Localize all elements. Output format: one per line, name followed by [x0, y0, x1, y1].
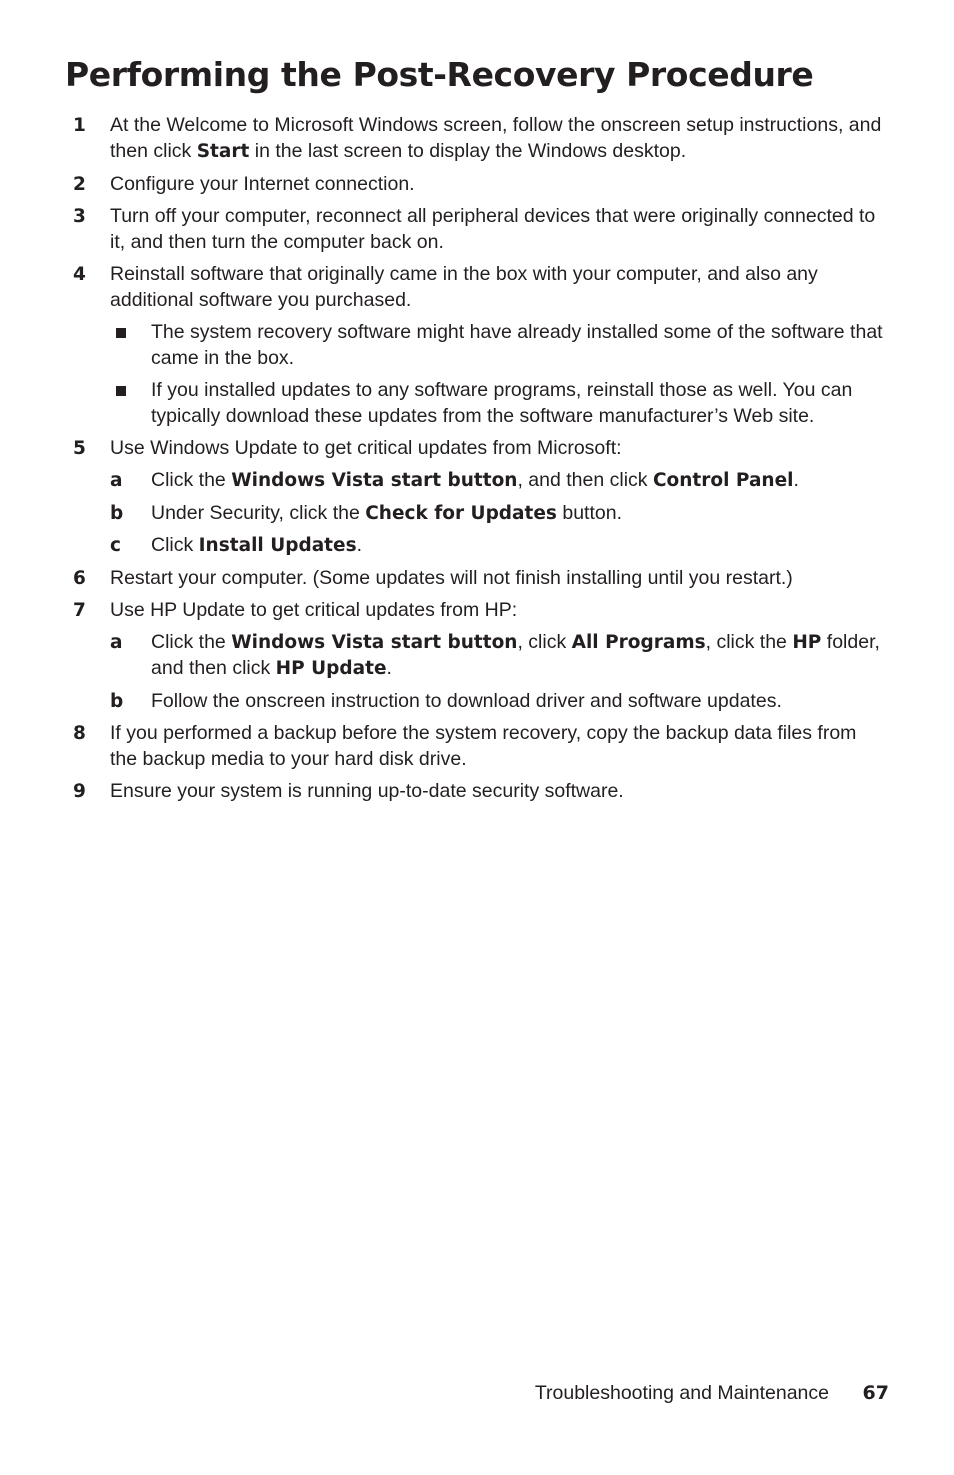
substep-text: Click Install Updates. — [151, 534, 363, 556]
page-number: 67 — [862, 1382, 889, 1404]
substep-text: Under Security, click the Check for Updates button. — [151, 502, 623, 524]
bullet-text: If you installed updates to any software programs, reinstall those as well. You can typically download these updates from the software manufacturer’s Web site. — [151, 379, 853, 427]
step-number: 2 — [73, 174, 86, 195]
substep-text: Click the Windows Vista start button, click All Programs, click the HP folder, and then click HP Update. — [151, 631, 880, 679]
ui-term: Windows Vista start button — [231, 632, 518, 653]
substep-letter: c — [110, 535, 121, 556]
step-number: 9 — [73, 781, 86, 802]
page-footer — [520, 1380, 889, 1408]
step-number: 7 — [73, 600, 86, 621]
step-text: Restart your computer. (Some updates will not finish installing until you restart.) — [110, 567, 793, 589]
ui-term: HP Update — [275, 657, 387, 679]
step-text: Turn off your computer, reconnect all peripheral devices that were originally connected to it, and then turn the computer back on. — [110, 205, 876, 253]
ui-term: Start — [196, 140, 250, 162]
step-text: If you performed a backup before the system recovery, copy the backup data files from the backup media to your hard disk drive. — [110, 722, 857, 770]
ui-term: All Programs — [571, 632, 706, 653]
substep-text: Click the Windows Vista start button, and then click Control Panel. — [151, 469, 799, 491]
step-number: 5 — [73, 438, 86, 459]
substep-letter: a — [110, 632, 123, 653]
step-text: Use Windows Update to get critical updates from Microsoft: — [110, 437, 622, 459]
ui-term: Install Updates — [198, 535, 357, 556]
square-bullet-icon — [116, 328, 126, 338]
substep-letter: b — [110, 503, 124, 524]
ui-term: Control Panel — [652, 470, 794, 491]
ui-term: HP — [792, 632, 822, 653]
step-number: 8 — [73, 723, 86, 744]
step-number: 1 — [73, 115, 86, 136]
square-bullet-icon — [116, 386, 126, 396]
step-text: Use HP Update to get critical updates from HP: — [110, 599, 518, 621]
substep-text: Follow the onscreen instruction to download driver and software updates. — [151, 690, 782, 712]
step-text: Reinstall software that originally came in the box with your computer, and also any additional software you purchased. — [110, 263, 818, 311]
substep-letter: a — [110, 470, 123, 491]
step-number: 3 — [73, 206, 86, 227]
step-text: Ensure your system is running up-to-date security software. — [110, 780, 624, 802]
step-number: 6 — [73, 568, 86, 589]
ui-term: Check for Updates — [365, 503, 557, 524]
page-title: Performing the Post-Recovery Procedure — [65, 55, 814, 94]
bullet-text: The system recovery software might have already installed some of the software that came in the box. — [151, 321, 883, 369]
step-text: Configure your Internet connection. — [110, 173, 415, 195]
ui-term: Windows Vista start button — [231, 470, 518, 491]
step-number: 4 — [73, 264, 86, 285]
substep-letter: b — [110, 691, 124, 712]
footer-section-title: Troubleshooting and Maintenance — [534, 1382, 829, 1404]
step-text: At the Welcome to Microsoft Windows screen, follow the onscreen setup instructions, and then click Start in the last screen to display the Windows desktop. — [110, 114, 882, 162]
